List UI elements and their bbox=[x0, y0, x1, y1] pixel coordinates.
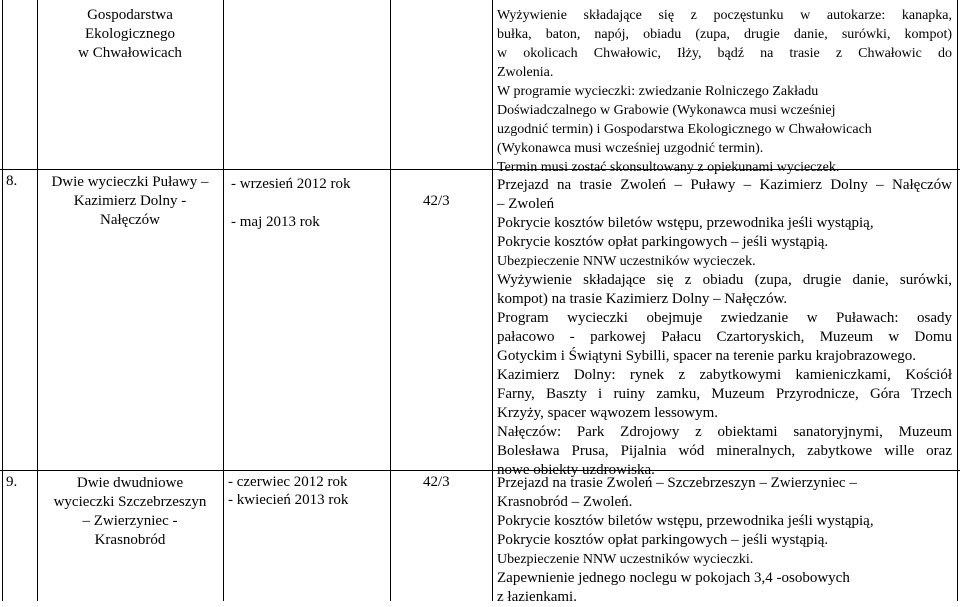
row9-title bbox=[40, 474, 220, 550]
row7-description-line: (Wykonawca musi wcześniej uzgodnić termin). bbox=[497, 141, 764, 156]
table-border-col3 bbox=[390, 0, 391, 601]
row9-title-line: wycieczki Szczebrzeszyn bbox=[53, 494, 207, 510]
row9-date-1: - czerwiec 2012 rok bbox=[228, 474, 348, 490]
row8-description-line: Krzyży, spacer wąwozem lessowym. bbox=[497, 405, 719, 421]
row7-description-line: w okolicach Chwałowic, Iłży, bądź na trasie z Chwałowic do bbox=[497, 46, 952, 61]
row9-description-line: Zapewnienie jednego noclegu w pokojach 3,4 -osobowych bbox=[497, 570, 850, 586]
table-border-right bbox=[957, 0, 958, 601]
row7-description-line: bułka, baton, napój, obiadu (zupa, drugie danie, surówki, kompot) bbox=[497, 27, 952, 42]
row7-description-line: Wyżywienie składające się z poczęstunku w autokarze: kanapka, bbox=[497, 8, 952, 23]
row8-description-line: nowe obiekty uzdrowiska. bbox=[497, 462, 655, 478]
row7-title-line: w Chwałowicach bbox=[78, 45, 182, 61]
row8-description-line: Kazimierz Dolny: rynek z zabytkowymi kamieniczkami, Kościół bbox=[497, 367, 952, 383]
table-border-col4 bbox=[492, 0, 493, 601]
row9-number-value: 42/3 bbox=[423, 474, 450, 490]
row7-description-line: Doświadczalnego w Grabowie (Wykonawca musi wcześniej bbox=[497, 103, 836, 118]
row9-description-line: Pokrycie kosztów biletów wstępu, przewodnika jeśli wystąpią, bbox=[497, 513, 874, 529]
row9-title-line: – Zwierzyniec - bbox=[82, 513, 178, 529]
row7-title-line: Gospodarstwa bbox=[87, 7, 173, 23]
row8-number: 8. bbox=[6, 173, 18, 189]
row9-date-2: - kwiecień 2013 rok bbox=[228, 492, 349, 508]
row8-number-value: 42/3 bbox=[423, 193, 450, 209]
row9-title-line: Krasnobród bbox=[94, 532, 166, 548]
row7-description-line: Termin musi zostać skonsultowany z opiekunami wycieczek. bbox=[497, 160, 840, 175]
row9-description-line: Ubezpieczenie NNW uczestników wycieczki. bbox=[497, 552, 754, 567]
row8-description-line: Bolesława Prusa, Pijalnia wód mineralnych, zabytkowe wille oraz bbox=[497, 443, 952, 459]
row8-title-line: Dwie wycieczki Puławy – bbox=[51, 174, 209, 190]
row8-date-2: - maj 2013 rok bbox=[231, 214, 320, 230]
row8-description-line: Gotyckim i Świątyni Sybilli, spacer na terenie parku krajobrazowego. bbox=[497, 348, 917, 364]
row8-description-line: Nałęczów: Park Zdrojowy z obiektami sanatoryjnymi, Muzeum bbox=[497, 424, 952, 440]
row7-title-line: Ekologicznego bbox=[85, 26, 175, 42]
row9-description-line: Pokrycie kosztów opłat parkingowych – jeśli wystąpią. bbox=[497, 532, 829, 548]
row8-description-line: Pokrycie kosztów opłat parkingowych – jeśli wystąpią. bbox=[497, 234, 829, 250]
row8-title bbox=[40, 173, 220, 230]
row7-title bbox=[40, 6, 220, 63]
row8-title-line: Nałęczów bbox=[100, 212, 160, 228]
table-border-left bbox=[2, 0, 3, 601]
row9-description bbox=[497, 474, 952, 607]
row7-description-line: uzgodnić termin) i Gospodarstwa Ekologicznego w Chwałowicach bbox=[497, 122, 872, 137]
row8-description-line: Farny, Baszty i ruiny zamku, Muzeum Przyrodnicze, Góra Trzech bbox=[497, 386, 952, 402]
row8-description-line: pałacowo - parkowej Pałacu Czartoryskich, Muzeum w Domu bbox=[497, 329, 952, 345]
row8-description-line: kompot) na trasie Kazimierz Dolny – Nałęczów. bbox=[497, 291, 788, 307]
row8-description-line: Ubezpieczenie NNW uczestników wycieczek. bbox=[497, 254, 756, 269]
row9-description-line: Krasnobród – Zwoleń. bbox=[497, 494, 633, 510]
row9-title-line: Dwie dwudniowe bbox=[76, 475, 184, 491]
row7-description-line: Zwolenia. bbox=[497, 65, 554, 80]
table-border-col1 bbox=[37, 0, 38, 601]
table-border-col2 bbox=[223, 0, 224, 601]
row8-description-line: Przejazd na trasie Zwoleń – Puławy – Kazimierz Dolny – Nałęczów bbox=[497, 177, 952, 193]
row8-description bbox=[497, 176, 952, 480]
row8-description-line: Pokrycie kosztów biletów wstępu, przewodnika jeśli wystąpią, bbox=[497, 215, 874, 231]
row9-description-line: Przejazd na trasie Zwoleń – Szczebrzeszyn – Zwierzyniec – bbox=[497, 475, 857, 491]
row8-description-line: – Zwoleń bbox=[497, 196, 555, 212]
row8-description-line: Program wycieczki obejmuje zwiedzanie w Puławach: osady bbox=[497, 310, 952, 326]
row7-description-line: W programie wycieczki: zwiedzanie Rolniczego Zakładu bbox=[497, 84, 819, 99]
row8-title-line: Kazimierz Dolny - bbox=[73, 193, 187, 209]
row7-description bbox=[497, 6, 952, 177]
row8-description-line: Wyżywienie składające się z obiadu (zupa, drugie danie, surówki, bbox=[497, 272, 952, 288]
row9-number: 9. bbox=[6, 474, 18, 490]
row8-date-1: - wrzesień 2012 rok bbox=[231, 176, 351, 192]
row9-description-line: z łazienkami. bbox=[497, 589, 577, 605]
